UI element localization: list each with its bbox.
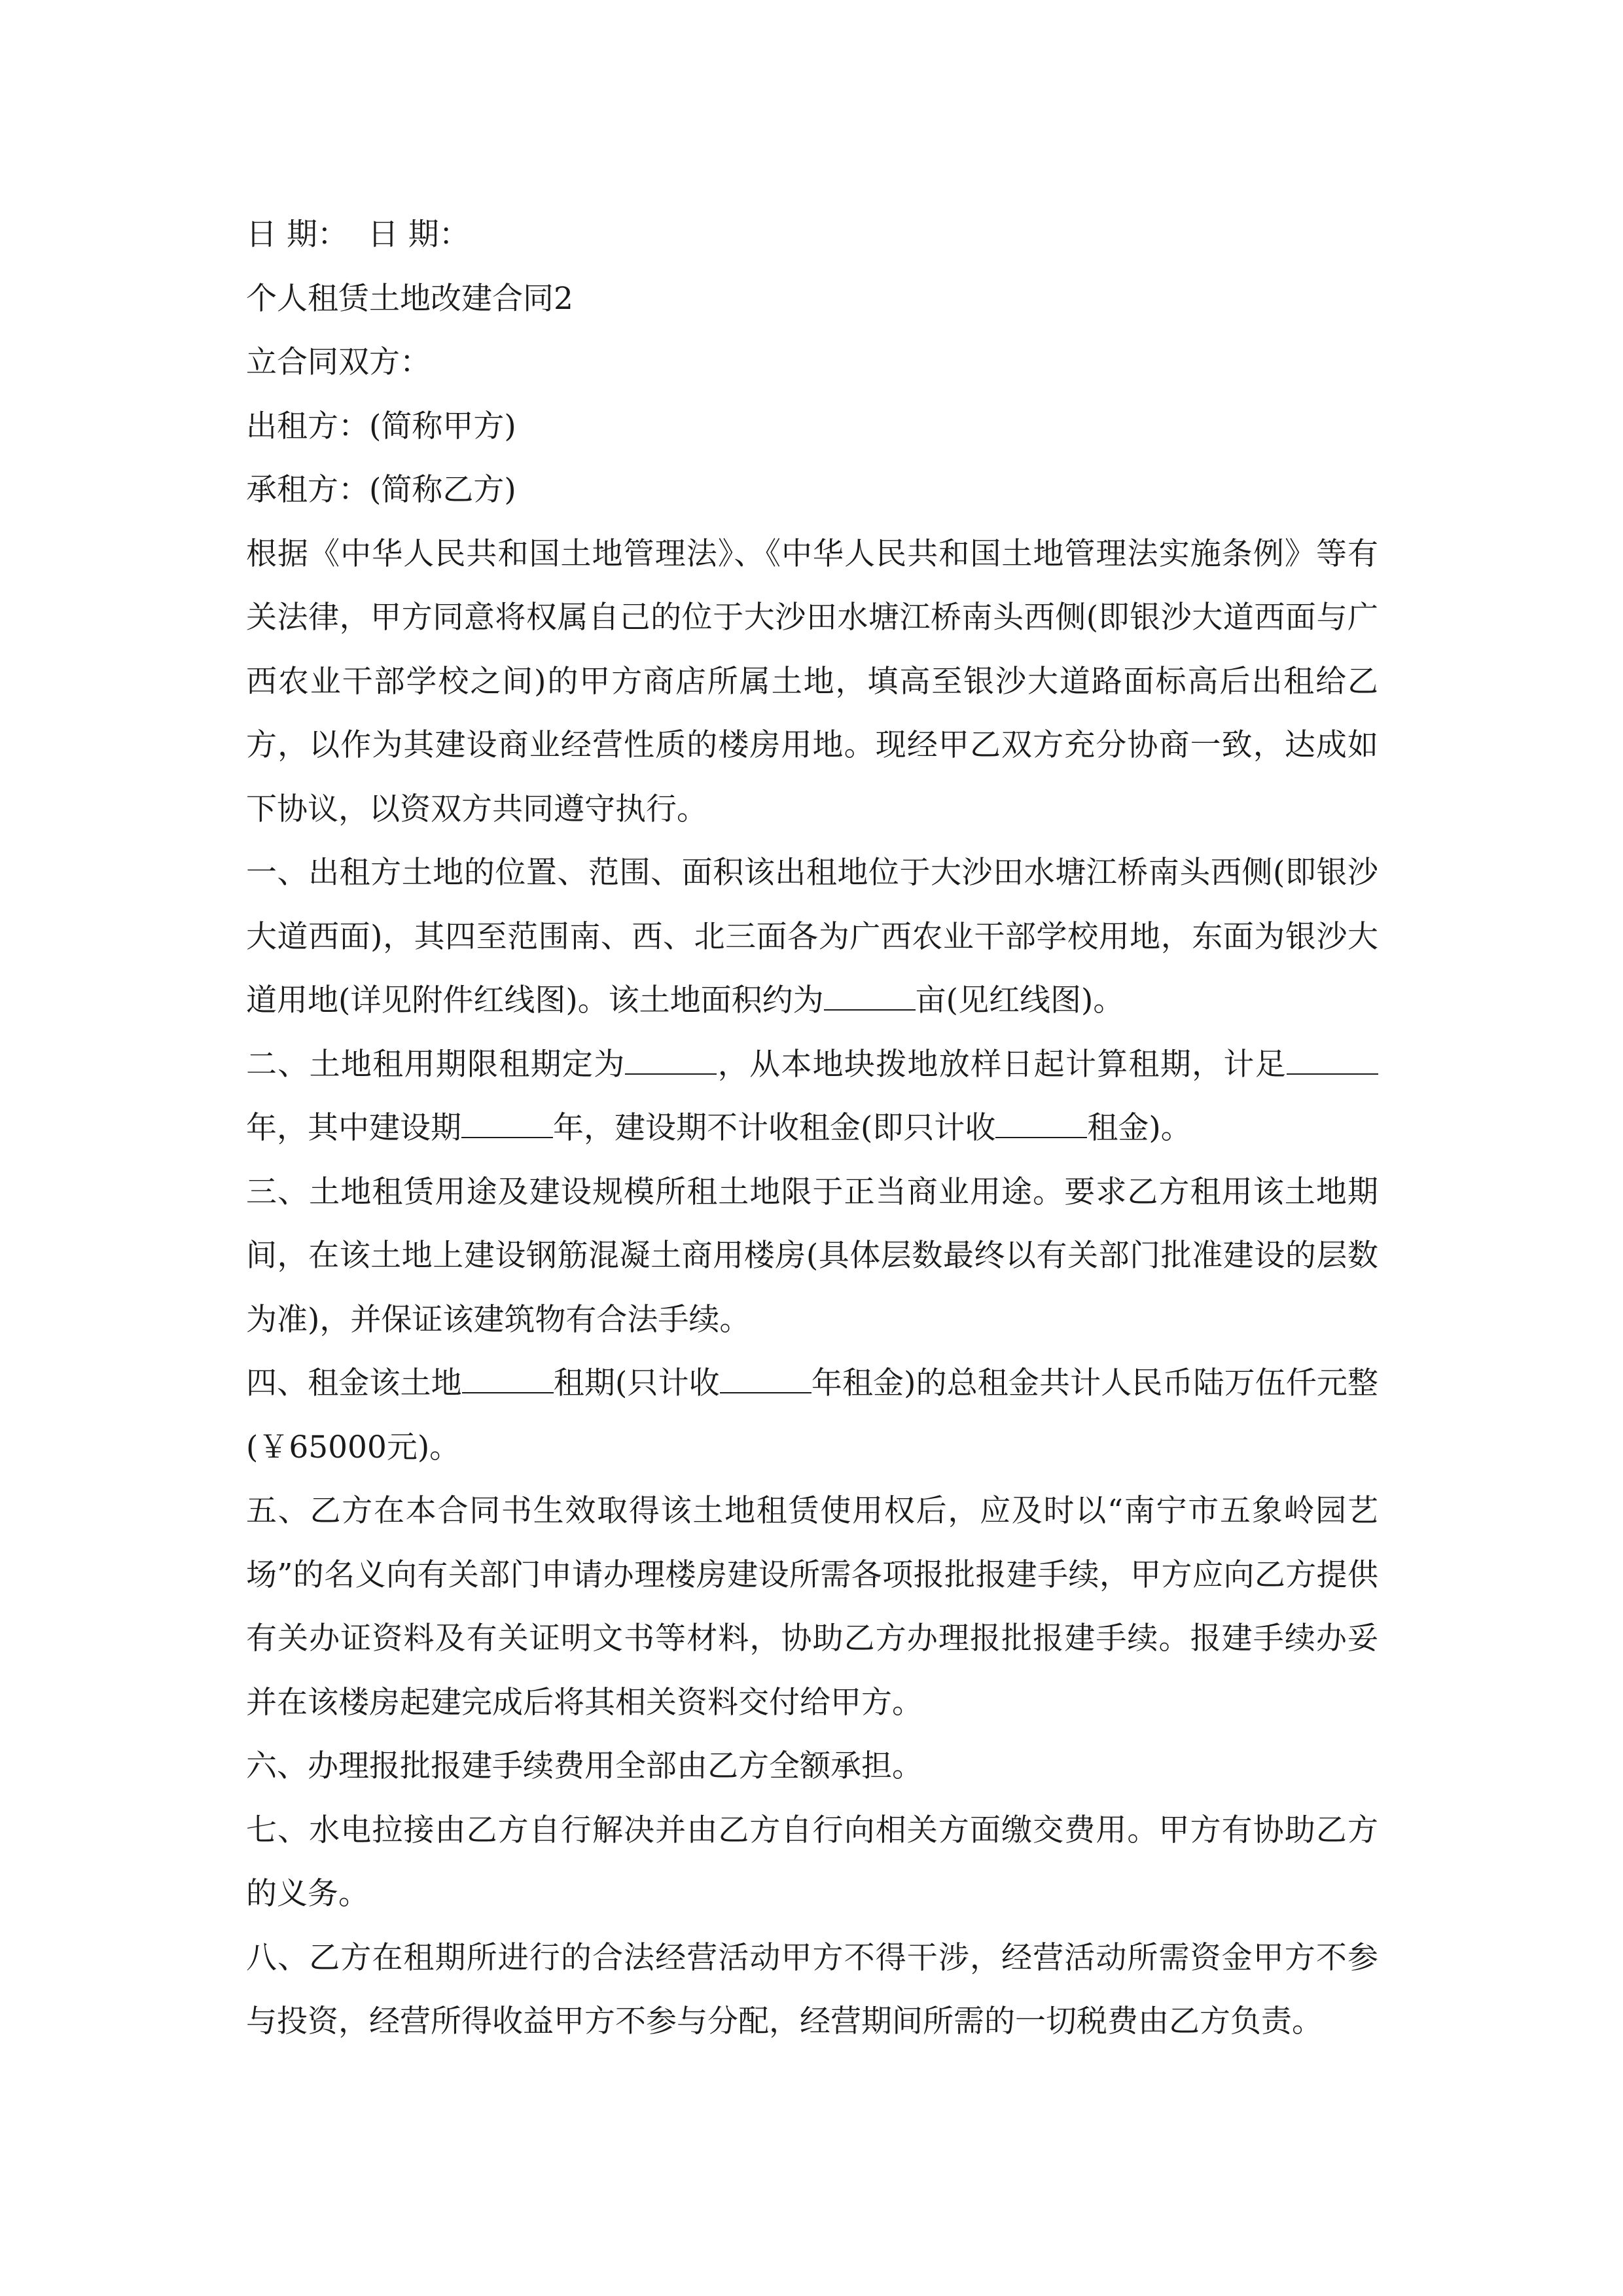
total-years-blank — [1287, 1044, 1378, 1075]
clause-6: 六、办理报批报建手续费用全部由乙方全额承担。 — [246, 1748, 923, 1784]
clause-7: 七、水电拉接由乙方自行解决并由乙方自行向相关方面缴交费用。甲方有协助乙方的义务。 — [246, 1812, 1378, 1912]
clause-1-text-b: 亩(见红线图)。 — [915, 982, 1124, 1018]
construction-years-blank — [461, 1107, 553, 1138]
clause-2 — [246, 1033, 1378, 1160]
clause-1-text-a: 一、出租方土地的位置、范围、面积该出租地位于大沙田水塘江桥南头西侧(即银沙大道西面)，其四至范围南、西、北三面各为广西农业干部学校用地，东面为银沙大道用地(详见附件红线图)。该土地面积约为 — [246, 855, 1378, 1018]
contract-title: 个人租赁土地改建合同2 — [246, 280, 573, 317]
clause-8: 八、乙方在租期所进行的合法经营活动甲方不得干涉，经营活动所需资金甲方不参与投资，经营所得收益甲方不参与分配，经营期间所需的一切税费由乙方负责。 — [246, 1939, 1378, 2039]
lease-term-blank — [625, 1044, 717, 1075]
rent-period-blank — [462, 1363, 554, 1393]
date-line: 日 期： 日 期： — [246, 217, 470, 253]
area-blank — [824, 980, 916, 1011]
clause-5: 五、乙方在本合同书生效取得该土地租赁使用权后，应及时以“南宁市五象岭园艺场”的名义向有关部门申请办理楼房建设所需各项报批报建手续，甲方应向乙方提供有关办证资料及有关证明文书等材料，协助乙方办理报批报建手续。报建手续办妥并在该楼房起建完成后将其相关资料交付给甲方。 — [246, 1493, 1378, 1721]
clause-2-text-b: ，从本地块拨地放样日起计算租期，计足 — [717, 1046, 1287, 1083]
clause-4-text-b: 租期(只计收 — [553, 1365, 720, 1401]
clause-2-text-d: 年，建设期不计收租金(即只计收 — [553, 1110, 996, 1146]
clause-2-text-e: 租金)。 — [1087, 1110, 1192, 1146]
clause-2-text-c: 年，其中建设期 — [246, 1110, 461, 1146]
clause-4 — [246, 1352, 1378, 1479]
clause-4-text-c: 年租金)的总租金共计人民币陆万伍仟元整(￥65000元)。 — [246, 1365, 1378, 1465]
clause-1 — [246, 841, 1378, 1033]
parties-heading: 立合同双方： — [246, 344, 431, 380]
clause-2-text-a: 二、土地租用期限租期定为 — [246, 1046, 626, 1083]
document-body — [246, 203, 1378, 2054]
clause-4-text-a: 四、租金该土地 — [246, 1365, 462, 1401]
lessor-line: 出租方：(简称甲方) — [246, 408, 516, 444]
lessee-line: 承租方：(简称乙方) — [246, 472, 516, 508]
rent-years-blank — [995, 1107, 1087, 1138]
clause-3: 三、土地租赁用途及建设规模所租土地限于正当商业用途。要求乙方租用该土地期间，在该土地上建设钢筋混凝土商用楼房(具体层数最终以有关部门批准建设的层数为准)，并保证该建筑物有合法手续。 — [246, 1174, 1378, 1338]
rent-charge-years-blank — [720, 1363, 812, 1393]
intro-paragraph: 根据《中华人民共和国土地管理法》、《中华人民共和国土地管理法实施条例》等有关法律，甲方同意将权属自己的位于大沙田水塘江桥南头西侧(即银沙大道西面与广西农业干部学校之间)的甲方商店所属土地，填高至银沙大道路面标高后出租给乙方，以作为其建设商业经营性质的楼房用地。现经甲乙双方充分协商一致，达成如下协议，以资双方共同遵守执行。 — [246, 535, 1378, 827]
